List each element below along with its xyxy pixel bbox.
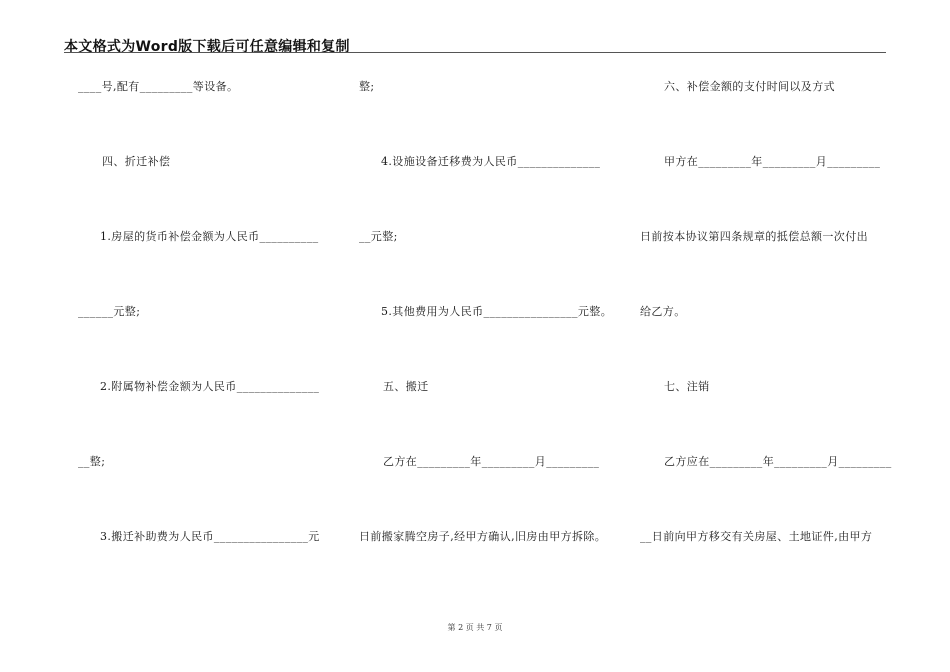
text-line: 5.其他费用为人民币________________元整。: [381, 305, 613, 318]
text-line: __元整;: [359, 230, 398, 243]
text-line: ____号,配有_________等设备。: [78, 80, 239, 93]
text-line: 给乙方。: [640, 305, 686, 318]
text-line: 3.搬迁补助费为人民币________________元: [100, 530, 320, 543]
header-divider: [64, 52, 886, 53]
text-line: 2.附属物补偿金额为人民币______________: [100, 380, 320, 393]
text-line: 甲方在_________年_________月_________: [664, 155, 881, 168]
page-number: 第 2 页 共 7 页: [447, 623, 503, 632]
section-heading: 七、注销: [664, 380, 710, 393]
text-line: __整;: [78, 455, 106, 468]
text-line: 日前按本协议第四条规章的抵偿总额一次付出: [640, 230, 868, 243]
text-line: 乙方应在_________年_________月_________: [664, 455, 892, 468]
section-heading: 五、搬迁: [383, 380, 429, 393]
text-line: 整;: [359, 80, 375, 93]
text-line: __日前向甲方移交有关房屋、土地证件,由甲方: [640, 530, 873, 543]
text-line: 1.房屋的货币补偿金额为人民币__________: [100, 230, 319, 243]
text-line: ______元整;: [78, 305, 141, 318]
section-heading: 六、补偿金额的支付时间以及方式: [664, 80, 835, 93]
section-heading: 四、折迁补偿: [102, 155, 171, 168]
document-header-title: 本文格式为Word版下载后可任意编辑和复制: [64, 39, 350, 55]
text-line: 乙方在_________年_________月_________: [383, 455, 600, 468]
text-line: 4.设施设备迁移费为人民币______________: [381, 155, 601, 168]
text-line: 日前搬家腾空房子,经甲方确认,旧房由甲方拆除。: [359, 530, 607, 543]
